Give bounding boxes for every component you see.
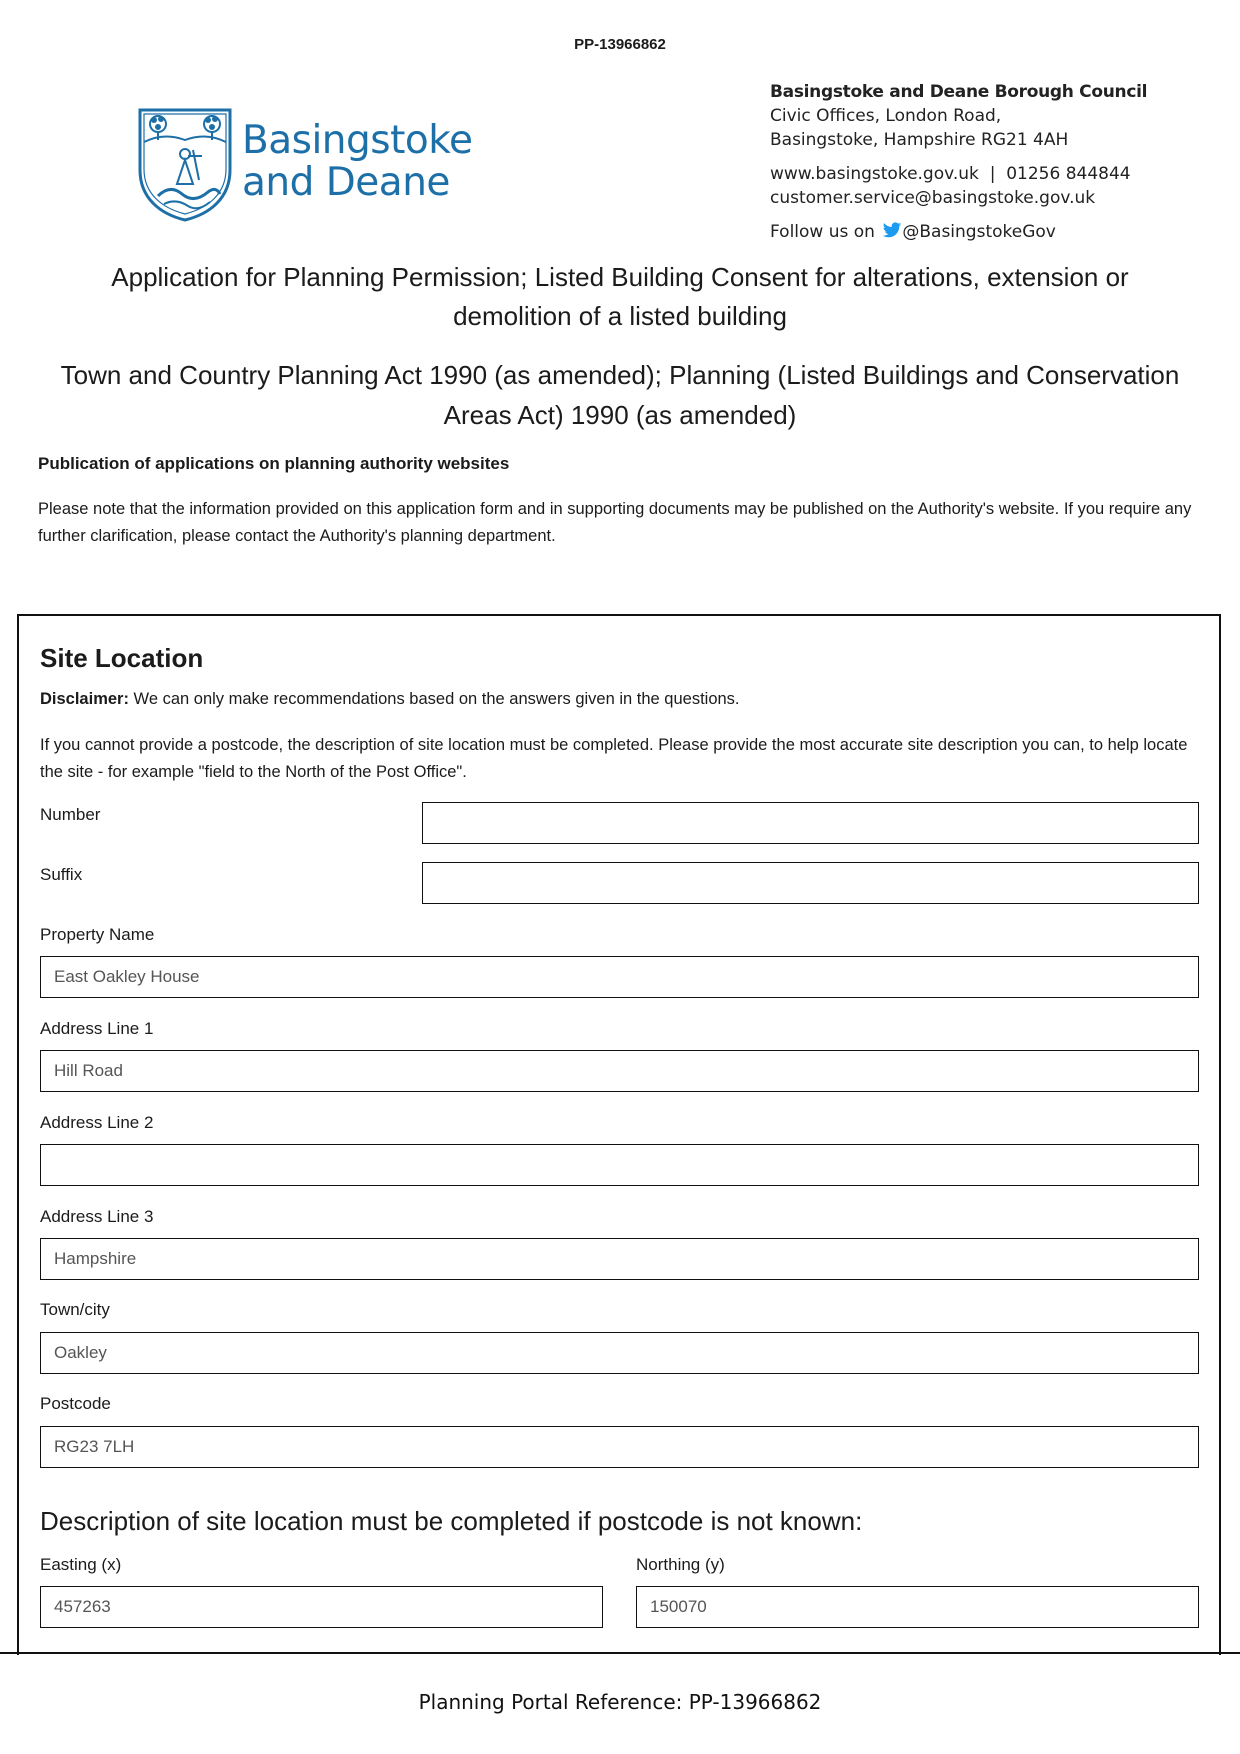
easting-label: Easting (x): [40, 1555, 122, 1574]
logo-line-1: Basingstoke: [242, 118, 473, 163]
town-city-label: Town/city: [40, 1300, 110, 1319]
disclaimer-text: We can only make recommendations based on the answers given in the questions.: [128, 690, 740, 708]
council-social: [770, 220, 1147, 244]
address-line-2-label: Address Line 2: [40, 1113, 154, 1132]
reference-number: PP-13966862: [574, 36, 666, 53]
council-web-phone: www.basingstoke.gov.uk | 01256 844844: [770, 164, 1131, 184]
footer-reference: Planning Portal Reference: PP-13966862: [418, 1690, 822, 1714]
council-address-1: Civic Offices, London Road,: [770, 106, 1002, 126]
address-line-1-label: Address Line 1: [40, 1019, 154, 1038]
postcode-input[interactable]: RG23 7LH: [40, 1426, 1199, 1468]
publication-notice: Please note that the information provided on this application form and in supporting documents may be published on the Authority's website. If you require any further clarification, please contact the Authority's planning department.: [38, 500, 1192, 545]
disclaimer: [40, 690, 740, 709]
twitter-handle[interactable]: @BasingstokeGov: [902, 222, 1056, 242]
number-label: Number: [40, 805, 101, 824]
description-heading: Description of site location must be completed if postcode is not known:: [40, 1506, 863, 1536]
northing-input[interactable]: 150070: [636, 1586, 1199, 1628]
town-city-input[interactable]: Oakley: [40, 1332, 1199, 1374]
disclaimer-label: Disclaimer:: [40, 690, 129, 708]
postcode-note: If you cannot provide a postcode, the description of site location must be completed. Please provide the most accurate site description you can, to help locate the site - for example "field to the North of the Post Office".: [40, 736, 1188, 781]
council-name: Basingstoke and Deane Borough Council: [770, 82, 1148, 102]
logo-line-2: and Deane: [242, 160, 450, 205]
address-line-1-input[interactable]: Hill Road: [40, 1050, 1199, 1092]
publication-heading: Publication of applications on planning authority websites: [38, 454, 510, 473]
council-address-2: Basingstoke, Hampshire RG21 4AH: [770, 130, 1069, 150]
suffix-label: Suffix: [40, 865, 83, 884]
property-name-label: Property Name: [40, 925, 155, 944]
logo-wordmark: [242, 120, 472, 204]
document-subtitle: Town and Country Planning Act 1990 (as amended); Planning (Listed Buildings and Conservation Areas Act) 1990 (as amended): [60, 360, 1180, 430]
address-line-2-input[interactable]: [40, 1144, 1199, 1186]
council-crest-icon: [136, 106, 236, 224]
suffix-input[interactable]: [422, 862, 1199, 904]
council-email: customer.service@basingstoke.gov.uk: [770, 188, 1096, 208]
easting-input[interactable]: 457263: [40, 1586, 603, 1628]
northing-label: Northing (y): [636, 1555, 725, 1574]
number-input[interactable]: [422, 802, 1199, 844]
twitter-bird-icon: [882, 222, 902, 239]
document-title: Application for Planning Permission; Listed Building Consent for alterations, extension or demolition of a listed building: [111, 262, 1129, 331]
address-line-3-input[interactable]: Hampshire: [40, 1238, 1199, 1280]
section-heading: Site Location: [40, 643, 204, 673]
address-line-3-label: Address Line 3: [40, 1207, 154, 1226]
council-logo: [136, 106, 476, 224]
council-contact: [770, 80, 1147, 244]
follow-label: Follow us on: [770, 222, 875, 242]
property-name-input[interactable]: East Oakley House: [40, 956, 1199, 998]
section-bottom-rule: [0, 1652, 1240, 1654]
postcode-label: Postcode: [40, 1394, 111, 1413]
